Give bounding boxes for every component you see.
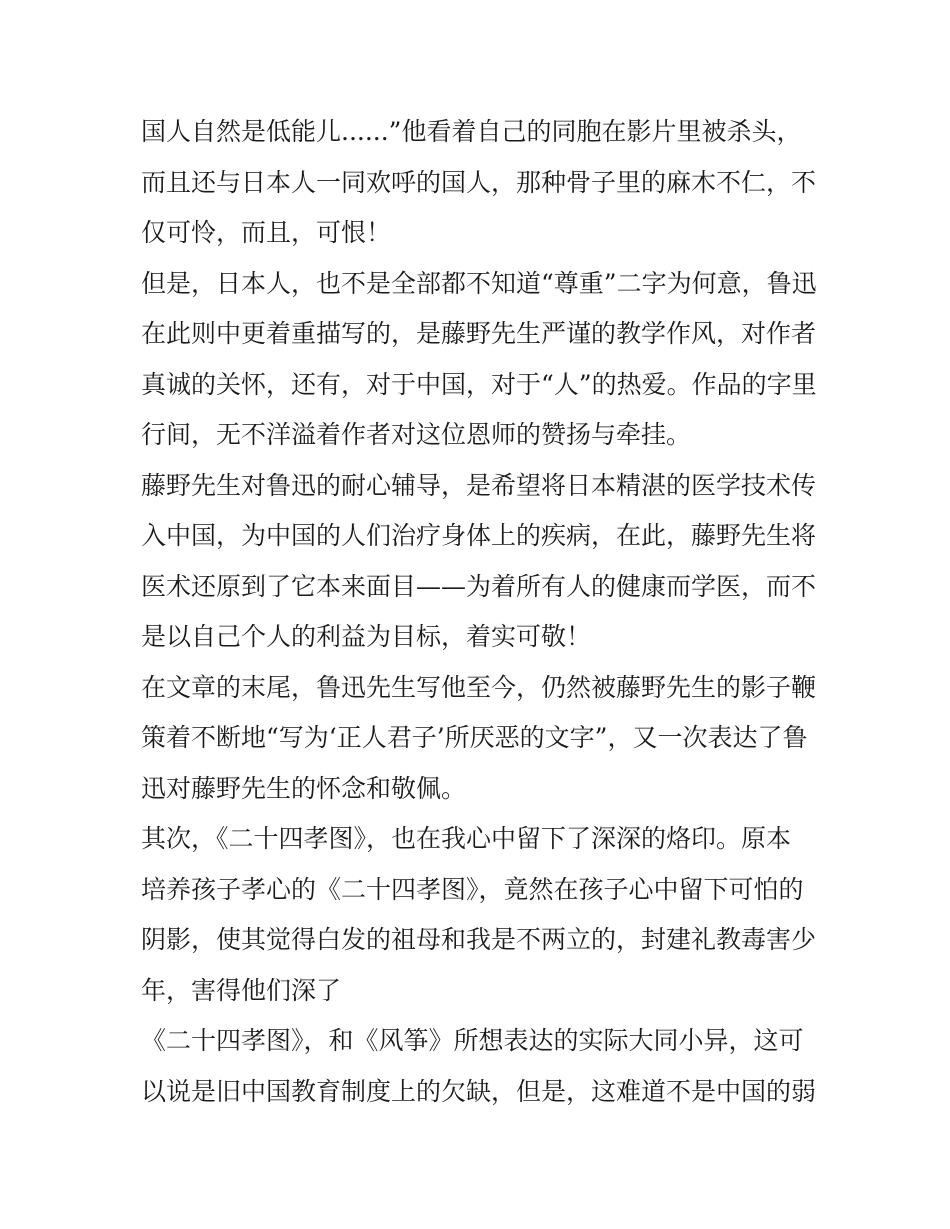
text-line: 策着不断地“写为‘正人君子’所厌恶的文字”，又一次表达了鲁 [141, 723, 808, 752]
text-line: 而且还与日本人一同欢呼的国人，那种骨子里的麻木不仁，不 [141, 167, 817, 197]
text-line: 仅可怜，而且，可恨！ [141, 218, 392, 247]
text-line: 真诚的关怀，还有，对于中国，对于“人”的热爱。作品的字里 [141, 369, 817, 399]
text-line: 但是，日本人，也不是全部都不知道“尊重”二字为何意，鲁迅 [141, 268, 817, 298]
text-line: 行间，无不洋溢着作者对这位恩师的赞扬与牵挂。 [141, 420, 692, 449]
text-line: 入中国，为中国的人们治疗身体上的疾病，在此，藤野先生将 [141, 521, 817, 550]
text-line: 以说是旧中国教育制度上的欠缺，但是，这难道不是中国的弱 [141, 1076, 817, 1106]
body-text [141, 107, 817, 1117]
text-line: 在文章的末尾，鲁迅先生写他至今，仍然被藤野先生的影子鞭 [141, 672, 817, 702]
text-line: 《二十四孝图》，和《风筝》所想表达的实际大同小异，这可 [141, 1026, 804, 1055]
text-line: 在此则中更着重描写的，是藤野先生严谨的教学作风，对作者 [141, 319, 817, 348]
text-line: 医术还原到了它本来面目——为着所有人的健康而学医，而不 [141, 571, 817, 601]
text-line: 其次，《二十四孝图》，也在我心中留下了深深的烙印。原本 [141, 824, 792, 853]
text-line: 是以自己个人的利益为目标，着实可敬！ [141, 622, 592, 651]
text-line: 年，害得他们深了 [141, 975, 342, 1005]
text-line: 迅对藤野先生的怀念和敬佩。 [141, 773, 467, 803]
text-line: 培养孩子孝心的《二十四孝图》，竟然在孩子心中留下可怕的 [141, 874, 804, 904]
text-line: 阴影，使其觉得白发的祖母和我是不两立的，封建礼教毒害少 [141, 925, 817, 954]
text-line: 国人自然是低能儿......”他看着自己的同胞在影片里被杀头， [141, 117, 802, 146]
text-line: 藤野先生对鲁迅的耐心辅导，是希望将日本精湛的医学技术传 [141, 470, 817, 500]
